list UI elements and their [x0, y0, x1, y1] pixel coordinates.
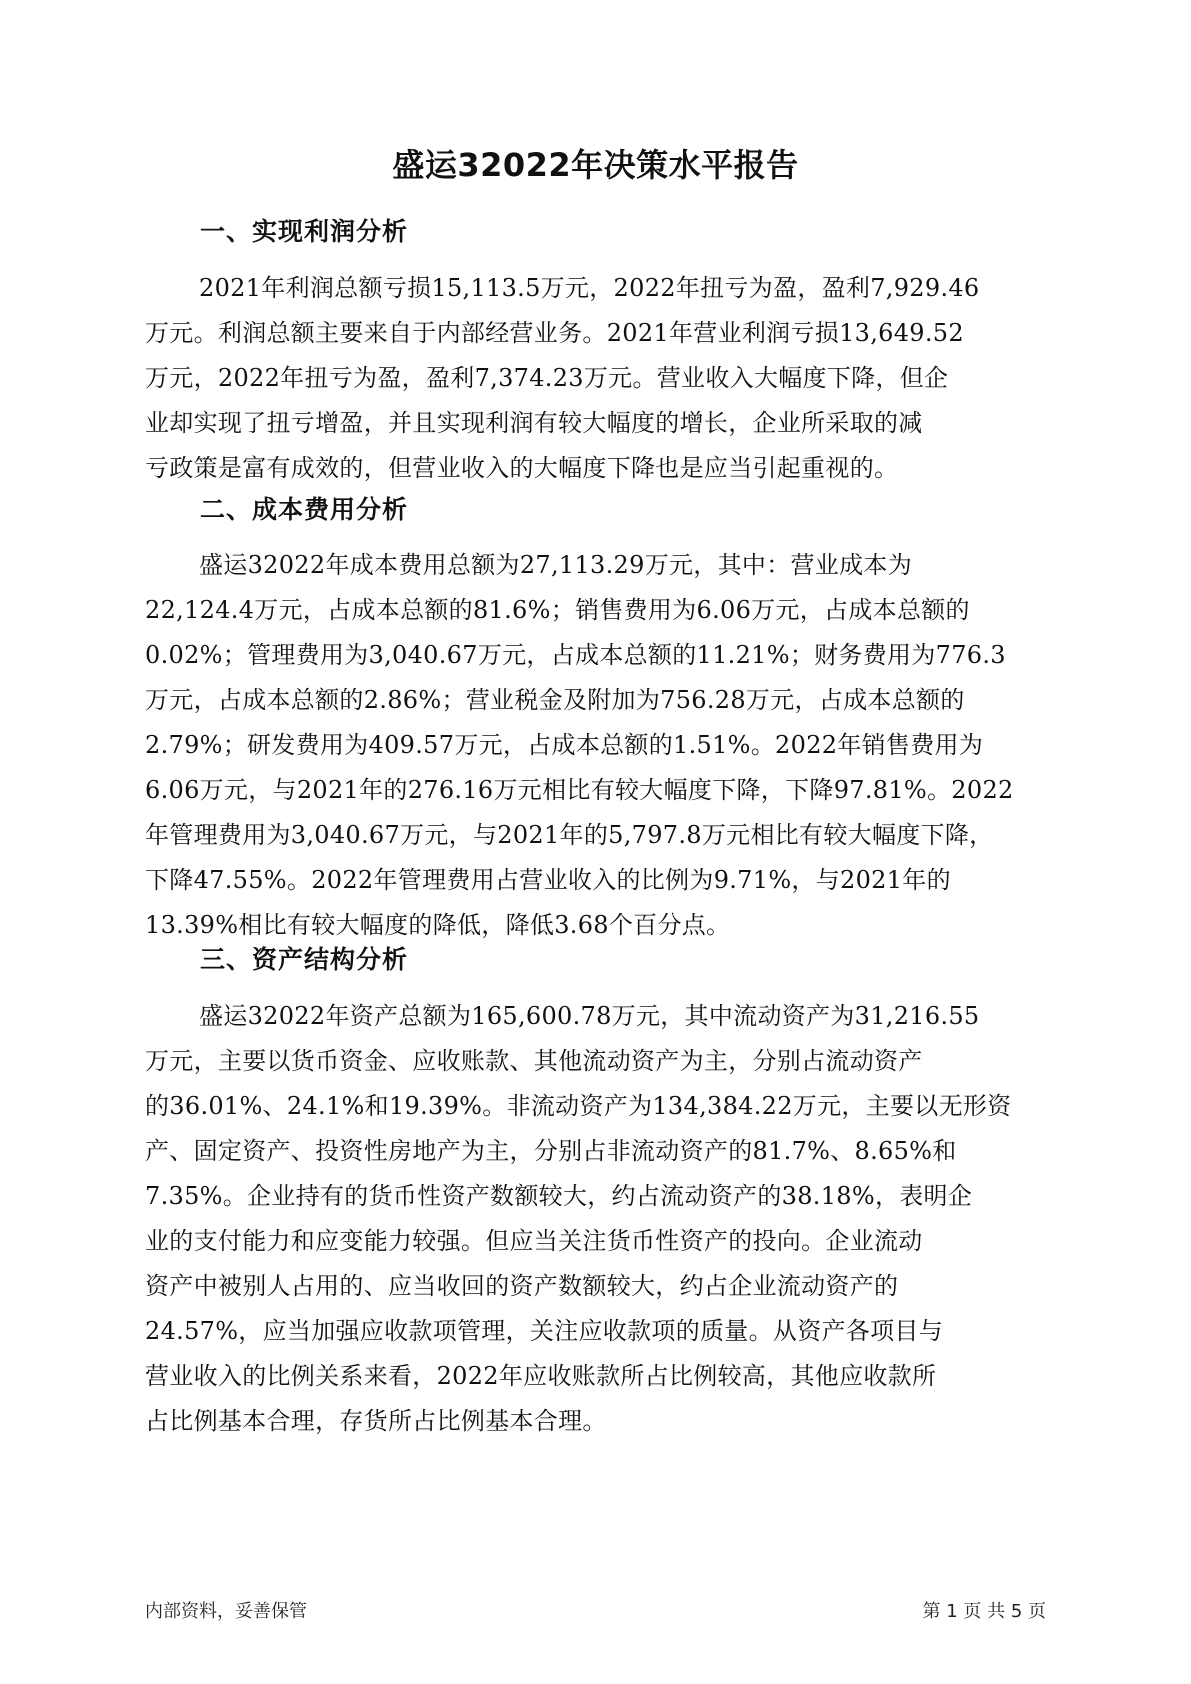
- section-body-profit: [145, 266, 1050, 491]
- paragraph-line: 24.57%，应当加强应收款项管理，关注应收款项的质量。从资产各项目与: [145, 1317, 944, 1345]
- footer-page-number: 第 1 页 共 5 页: [922, 1601, 1046, 1622]
- paragraph-line: 业却实现了扭亏增盈，并且实现利润有较大幅度的增长，企业所采取的减: [145, 409, 923, 437]
- paragraph-line: 产、固定资产、投资性房地产为主，分别占非流动资产的81.7%、8.65%和: [145, 1137, 957, 1165]
- paragraph-line: 占比例基本合理，存货所占比例基本合理。: [145, 1407, 607, 1435]
- paragraph-line: 万元，主要以货币资金、应收账款、其他流动资产为主，分别占流动资产: [145, 1047, 923, 1075]
- section-body-assets: [145, 994, 1050, 1444]
- paragraph-line: 年管理费用为3,040.67万元，与2021年的5,797.8万元相比有较大幅度下降，: [145, 821, 994, 849]
- paragraph-line: 7.35%。企业持有的货币性资产数额较大，约占流动资产的38.18%，表明企: [145, 1182, 973, 1210]
- paragraph-line: 资产中被别人占用的、应当收回的资产数额较大，约占企业流动资产的: [145, 1272, 899, 1300]
- paragraph-line: 业的支付能力和应变能力较强。但应当关注货币性资产的投向。企业流动: [145, 1227, 923, 1255]
- paragraph-line: 万元，2022年扭亏为盈，盈利7,374.23万元。营业收入大幅度下降，但企: [145, 364, 949, 392]
- paragraph-line: 0.02%；管理费用为3,040.67万元，占成本总额的11.21%；财务费用为776.3: [145, 641, 1006, 669]
- paragraph-line: 6.06万元，与2021年的276.16万元相比有较大幅度下降，下降97.81%。2022: [145, 776, 1014, 804]
- paragraph-line: 亏政策是富有成效的，但营业收入的大幅度下降也是应当引起重视的。: [145, 454, 899, 482]
- paragraph-line: 万元，占成本总额的2.86%；营业税金及附加为756.28万元，占成本总额的: [145, 686, 965, 714]
- section-heading-cost: 二、成本费用分析: [200, 495, 409, 524]
- paragraph-line: 的36.01%、24.1%和19.39%。非流动资产为134,384.22万元，主要以无形资: [145, 1092, 1012, 1120]
- paragraph-line: 万元。利润总额主要来自于内部经营业务。2021年营业利润亏损13,649.52: [145, 319, 964, 347]
- paragraph-line: 13.39%相比有较大幅度的降低，降低3.68个百分点。: [145, 911, 731, 939]
- paragraph-line: 2021年利润总额亏损15,113.5万元，2022年扭亏为盈，盈利7,929.46: [199, 274, 980, 302]
- section-heading-profit: 一、实现利润分析: [200, 217, 409, 246]
- paragraph-line: 下降47.55%。2022年管理费用占营业收入的比例为9.71%，与2021年的: [145, 866, 951, 894]
- section-heading-assets: 三、资产结构分析: [200, 945, 409, 974]
- paragraph-line: 2.79%；研发费用为409.57万元，占成本总额的1.51%。2022年销售费用为: [145, 731, 984, 759]
- paragraph-line: 盛运32022年成本费用总额为27,113.29万元，其中：营业成本为: [199, 551, 912, 579]
- footer-confidential-note: 内部资料，妥善保管: [145, 1601, 307, 1622]
- paragraph-line: 盛运32022年资产总额为165,600.78万元，其中流动资产为31,216.55: [199, 1002, 980, 1030]
- paragraph-line: 22,124.4万元，占成本总额的81.6%；销售费用为6.06万元，占成本总额的: [145, 596, 970, 624]
- section-body-cost: [145, 543, 1050, 948]
- paragraph-line: 营业收入的比例关系来看，2022年应收账款所占比例较高，其他应收款所: [145, 1362, 937, 1390]
- document-title: 盛运32022年决策水平报告: [392, 146, 799, 184]
